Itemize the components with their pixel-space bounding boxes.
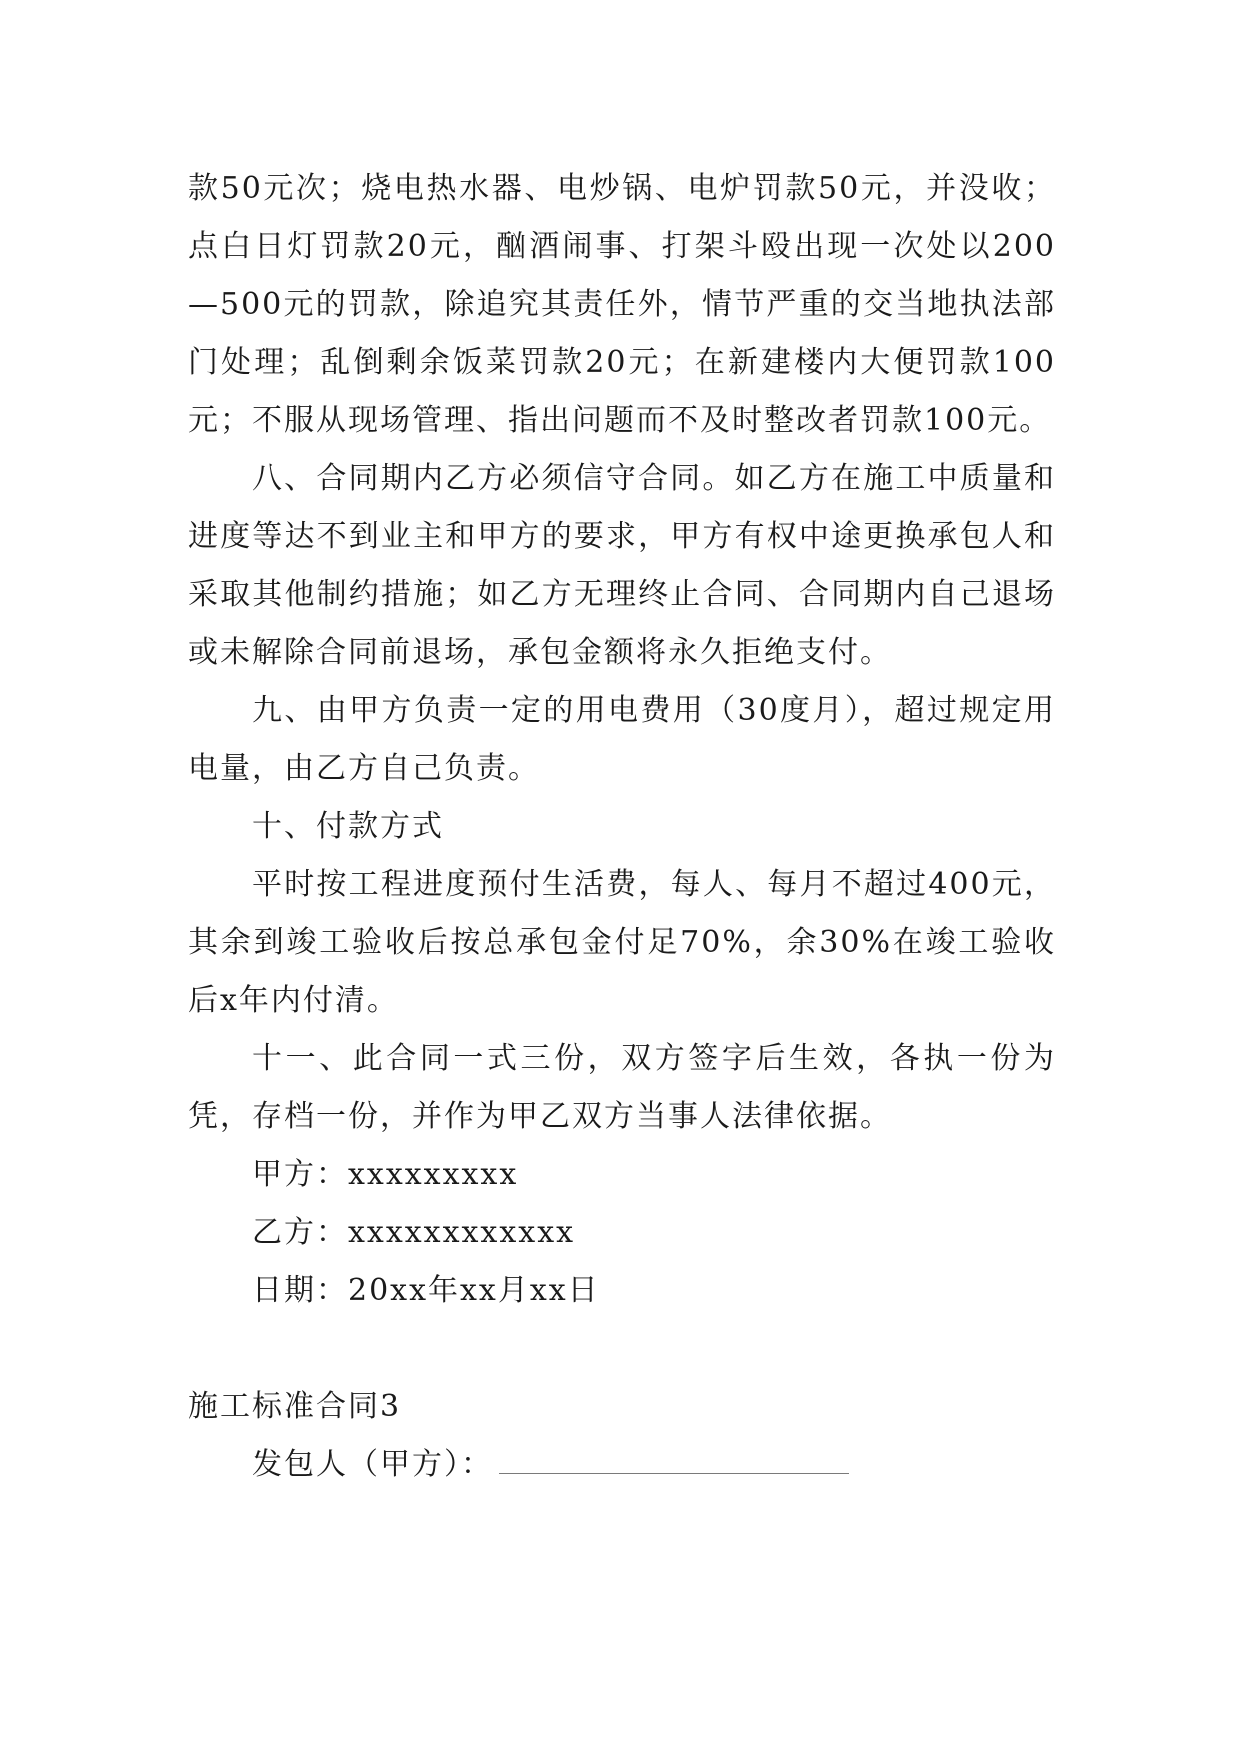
paragraph-clause-eight: 八、合同期内乙方必须信守合同。如乙方在施工中质量和进度等达不到业主和甲方的要求，甲方有权中途更换承包人和采取其他制约措施；如乙方无理终止合同、合同期内自己退场或未解除合同前退场，承包金额将永久拒绝支付。 <box>188 461 1056 670</box>
employer-blank-line <box>499 1443 849 1474</box>
signature-date: 日期：20xx年xx月xx日 <box>252 1273 600 1308</box>
section-title: 施工标准合同3 <box>188 1389 402 1424</box>
section-spacer <box>188 1320 1056 1378</box>
document-body <box>188 160 1056 1494</box>
signature-party-a: 甲方：xxxxxxxxx <box>252 1157 519 1192</box>
paragraph-clause-nine: 九、由甲方负责一定的用电费用（30度月），超过规定用电量，由乙方自己负责。 <box>188 693 1056 786</box>
paragraph-clause-eleven: 十一、此合同一式三份，双方签字后生效，各执一份为凭，存档一份，并作为甲乙双方当事人法律依据。 <box>188 1041 1056 1134</box>
paragraph-payment-terms: 平时按工程进度预付生活费，每人、每月不超过400元，其余到竣工验收后按总承包金付足70%，余30%在竣工验收后x年内付清。 <box>188 867 1056 1018</box>
paragraph-penalties-continued: 款50元次；烧电热水器、电炒锅、电炉罚款50元，并没收；点白日灯罚款20元，酗酒闹事、打架斗殴出现一次处以200—500元的罚款，除追究其责任外，情节严重的交当地执法部门处理；乱倒剩余饭菜罚款20元；在新建楼内大便罚款100元；不服从现场管理、指出问题而不及时整改者罚款100元。 <box>188 171 1056 438</box>
employer-field <box>188 1436 1056 1494</box>
paragraph-clause-ten-heading: 十、付款方式 <box>252 809 444 844</box>
employer-field-label: 发包人（甲方）： <box>252 1447 493 1482</box>
signature-party-b: 乙方：xxxxxxxxxxxx <box>252 1215 576 1250</box>
